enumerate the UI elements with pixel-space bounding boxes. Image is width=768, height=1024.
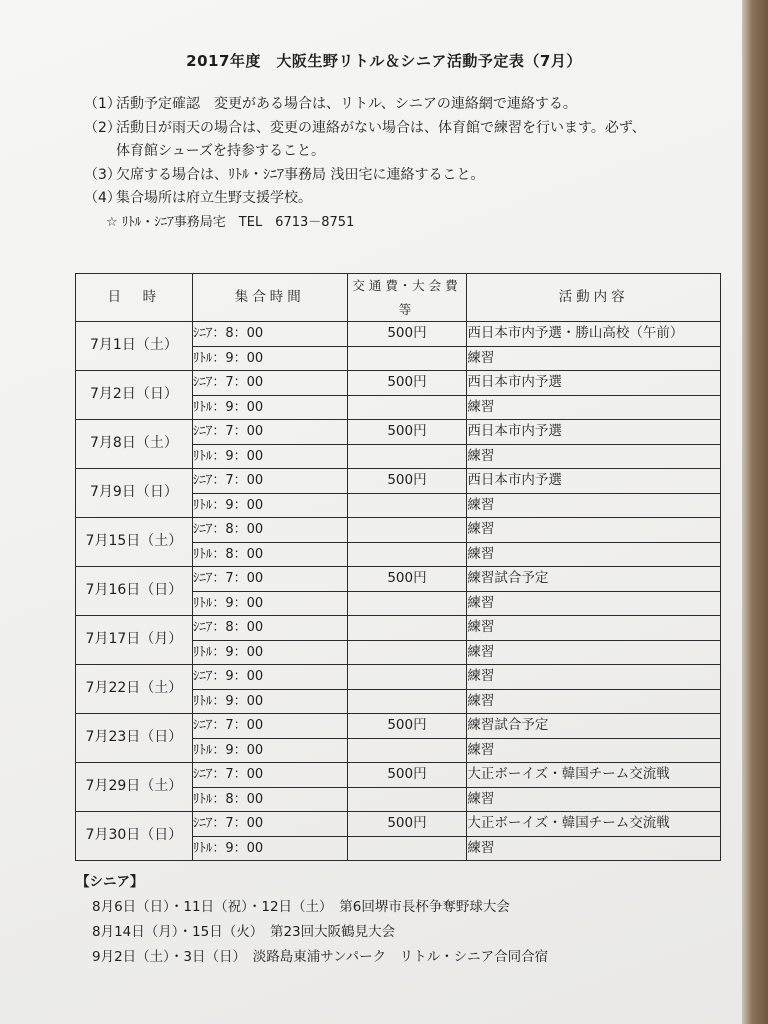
senior-events-section <box>76 870 548 970</box>
note-number: （2） <box>84 119 121 136</box>
senior-time-cell: ｼﾆｱ：8：00 <box>192 322 347 347</box>
table-row-senior <box>76 714 721 739</box>
date-cell: 7月2日（日） <box>76 371 193 420</box>
note-number: （4） <box>84 190 121 206</box>
little-activity-cell: 練習 <box>467 591 721 616</box>
senior-fee-cell: 500円 <box>347 812 467 837</box>
little-time-cell: ﾘﾄﾙ：8：00 <box>192 542 347 567</box>
note-item <box>84 117 744 141</box>
senior-fee-cell <box>347 518 467 543</box>
table-row-senior <box>76 371 721 396</box>
senior-activity-cell: 大正ボーイズ・韓国チーム交流戦 <box>467 763 721 788</box>
little-fee-cell <box>347 346 467 371</box>
note-number: （3） <box>84 166 121 183</box>
table-row-senior <box>76 518 721 543</box>
senior-fee-cell: 500円 <box>347 567 467 592</box>
senior-time-cell: ｼﾆｱ：8：00 <box>192 518 347 543</box>
senior-activity-cell: 西日本市内予選 <box>467 420 721 445</box>
table-row-senior <box>76 322 721 347</box>
little-activity-cell: 練習 <box>467 836 721 861</box>
header-activity: 活動内容 <box>467 274 721 322</box>
date-cell: 7月1日（土） <box>76 322 193 371</box>
senior-fee-cell: 500円 <box>347 371 467 396</box>
note-text: 活動予定確認 変更がある場合は、リトル、シニアの連絡網で連絡する。 <box>116 96 577 112</box>
little-fee-cell <box>347 738 467 763</box>
senior-fee-cell: 500円 <box>347 763 467 788</box>
little-activity-cell: 練習 <box>467 493 721 518</box>
little-activity-cell: 練習 <box>467 395 721 420</box>
little-time-cell: ﾘﾄﾙ：9：00 <box>192 591 347 616</box>
schedule-table <box>75 273 721 861</box>
little-fee-cell <box>347 395 467 420</box>
date-cell: 7月23日（日） <box>76 714 193 763</box>
little-time-cell: ﾘﾄﾙ：9：00 <box>192 346 347 371</box>
little-activity-cell: 練習 <box>467 689 721 714</box>
little-time-cell: ﾘﾄﾙ：9：00 <box>192 640 347 665</box>
table-row-senior <box>76 616 721 641</box>
senior-activity-cell: 練習 <box>467 518 721 543</box>
note-item <box>84 93 744 117</box>
senior-activity-cell: 西日本市内予選・勝山高校（午前） <box>467 322 721 347</box>
senior-fee-cell <box>347 616 467 641</box>
date-cell: 7月22日（土） <box>76 665 193 714</box>
table-row-senior <box>76 567 721 592</box>
little-activity-cell: 練習 <box>467 346 721 371</box>
senior-time-cell: ｼﾆｱ：8：00 <box>192 616 347 641</box>
little-activity-cell: 練習 <box>467 640 721 665</box>
contact-line: ☆ ﾘﾄﾙ・ｼﾆｱ事務局宅 TEL 6713－8751 <box>106 214 355 230</box>
little-fee-cell <box>347 689 467 714</box>
date-cell: 7月9日（日） <box>76 469 193 518</box>
senior-fee-cell: 500円 <box>347 322 467 347</box>
date-cell: 7月17日（月） <box>76 616 193 665</box>
table-row-senior <box>76 763 721 788</box>
little-time-cell: ﾘﾄﾙ：9：00 <box>192 395 347 420</box>
senior-activity-cell: 練習試合予定 <box>467 567 721 592</box>
little-time-cell: ﾘﾄﾙ：9：00 <box>192 836 347 861</box>
note-text: 活動日が雨天の場合は、変更の連絡がない場合は、体育館で練習を行います。必ず、 <box>116 119 646 136</box>
senior-time-cell: ｼﾆｱ：7：00 <box>192 714 347 739</box>
senior-time-cell: ｼﾆｱ：7：00 <box>192 371 347 396</box>
little-time-cell: ﾘﾄﾙ：9：00 <box>192 444 347 469</box>
little-activity-cell: 練習 <box>467 787 721 812</box>
little-time-cell: ﾘﾄﾙ：8：00 <box>192 787 347 812</box>
senior-activity-cell: 練習 <box>467 616 721 641</box>
table-row-senior <box>76 469 721 494</box>
senior-time-cell: ｼﾆｱ：7：00 <box>192 420 347 445</box>
senior-time-cell: ｼﾆｱ：9：00 <box>192 665 347 690</box>
senior-time-cell: ｼﾆｱ：7：00 <box>192 763 347 788</box>
senior-time-cell: ｼﾆｱ：7：00 <box>192 812 347 837</box>
senior-fee-cell <box>347 665 467 690</box>
little-fee-cell <box>347 542 467 567</box>
senior-activity-cell: 西日本市内予選 <box>467 469 721 494</box>
little-fee-cell <box>347 591 467 616</box>
note-text: 集合場所は府立生野支援学校。 <box>116 190 312 206</box>
little-fee-cell <box>347 444 467 469</box>
senior-time-cell: ｼﾆｱ：7：00 <box>192 469 347 494</box>
little-time-cell: ﾘﾄﾙ：9：00 <box>192 738 347 763</box>
senior-fee-cell: 500円 <box>347 420 467 445</box>
note-item <box>84 187 744 211</box>
senior-activity-cell: 大正ボーイズ・韓国チーム交流戦 <box>467 812 721 837</box>
date-cell: 7月29日（土） <box>76 763 193 812</box>
senior-time-cell: ｼﾆｱ：7：00 <box>192 567 347 592</box>
note-text: 欠席する場合は、ﾘﾄﾙ・ｼﾆｱ事務局 浅田宅に連絡すること。 <box>116 166 485 183</box>
senior-event: 9月2日（土）・3日（日） 淡路島東浦サンパーク リトル・シニア合同合宿 <box>92 949 549 965</box>
notes-list <box>84 93 744 234</box>
header-meeting-time: 集合時間 <box>192 274 347 322</box>
date-cell: 7月15日（土） <box>76 518 193 567</box>
senior-heading: 【シニア】 <box>76 874 144 890</box>
senior-event: 8月6日（日）・11日（祝）・12日（土） 第6回堺市長杯争奪野球大会 <box>92 899 510 915</box>
senior-fee-cell: 500円 <box>347 469 467 494</box>
table-row-senior <box>76 420 721 445</box>
date-cell: 7月8日（土） <box>76 420 193 469</box>
table-row-senior <box>76 812 721 837</box>
little-fee-cell <box>347 640 467 665</box>
senior-activity-cell: 練習試合予定 <box>467 714 721 739</box>
little-fee-cell <box>347 493 467 518</box>
little-fee-cell <box>347 787 467 812</box>
note-text: 体育館シューズを持参すること。 <box>116 143 326 159</box>
little-activity-cell: 練習 <box>467 738 721 763</box>
table-header-row <box>76 274 721 322</box>
senior-fee-cell: 500円 <box>347 714 467 739</box>
little-time-cell: ﾘﾄﾙ：9：00 <box>192 689 347 714</box>
schedule-body <box>76 322 721 861</box>
senior-event: 8月14日（月）・15日（火） 第23回大阪鶴見大会 <box>92 924 396 940</box>
header-fees: 交通費･大会費等 <box>347 274 467 322</box>
header-date: 日 時 <box>76 274 193 322</box>
note-item <box>84 140 744 164</box>
table-row-senior <box>76 665 721 690</box>
page-title: 2017年度 大阪生野リトル＆シニア活動予定表（7月） <box>186 52 582 70</box>
little-activity-cell: 練習 <box>467 542 721 567</box>
senior-activity-cell: 西日本市内予選 <box>467 371 721 396</box>
little-time-cell: ﾘﾄﾙ：9：00 <box>192 493 347 518</box>
table-surface-edge <box>742 0 768 1024</box>
little-fee-cell <box>347 836 467 861</box>
senior-activity-cell: 練習 <box>467 665 721 690</box>
date-cell: 7月30日（日） <box>76 812 193 861</box>
little-activity-cell: 練習 <box>467 444 721 469</box>
date-cell: 7月16日（日） <box>76 567 193 616</box>
note-item <box>84 164 744 188</box>
note-number: （1） <box>84 96 121 112</box>
